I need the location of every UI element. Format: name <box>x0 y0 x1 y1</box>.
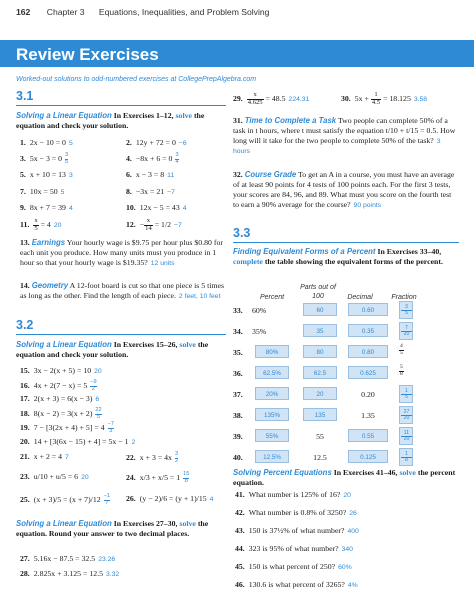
exercise: 42. What number is 0.8% of 3250? 26 <box>235 508 357 517</box>
topic-rest: the equation and check your solution. <box>16 111 205 130</box>
decimal-value: 0.625 <box>348 366 388 379</box>
answer: 6 <box>95 396 100 403</box>
exercise: 18. 8(x − 2) = 3(x + 2) $\frac{22}{5}$ <box>20 407 102 420</box>
exercise: 20. 14 + [3(6x − 15) + 4] = 5x − 1 2 <box>20 437 136 446</box>
fraction-value: 1 5 <box>399 385 413 403</box>
answer: 4% <box>347 582 358 589</box>
answer: 3.32 <box>105 571 120 578</box>
exercise: 28. 2.825x + 3.125 = 12.5 3.32 <box>20 569 120 578</box>
exercise: 8. −3x = 21 −7 <box>126 187 175 196</box>
table-row <box>233 342 458 362</box>
answer: 5 <box>60 189 65 196</box>
decimal-value: 0.35 <box>348 324 388 337</box>
answer: $\frac{-9}{2}$ <box>90 379 97 392</box>
exercise: 19. 7 − [3(2x + 4) + 5] = 4 $\frac{-7}{3}$ <box>20 421 114 434</box>
table-row <box>233 426 458 446</box>
percent-value: 12.5% <box>255 450 289 463</box>
answer: 7 <box>65 454 69 461</box>
parts-value: 60 <box>303 303 337 316</box>
exercise: 3. 5x − 3 = 0 $\frac{3}{5}$ <box>20 152 69 165</box>
answer: 26 <box>349 510 357 517</box>
answer: 20 <box>53 221 62 229</box>
exercise: 5. x + 10 = 13 3 <box>20 170 73 179</box>
parts-value: 62.5 <box>303 366 337 379</box>
word-problem: 31. Time to Complete a Task Two people can complete 50% of a task in t hours, where t must satisfy the equation t/10 + t/15 = 0.5. How long will it take for the two people to complete 50% of the task? 3 hours <box>233 116 456 156</box>
answer: −6 <box>178 140 187 147</box>
topic-verb: solve <box>175 111 192 120</box>
chapter-title: Equations, Inequalities, and Problem Solving <box>98 7 270 17</box>
row-number: 33. <box>233 306 243 315</box>
exercise: 24. x/3 + x/5 = 1 $\frac{15}{8}$ <box>126 471 190 484</box>
answer: $\frac{3}{5}$ <box>65 152 69 165</box>
exercise: 4. −8x + 6 = 0 $\frac{3}{4}$ <box>126 152 179 165</box>
answer: $\frac{-7}{3}$ <box>107 421 114 434</box>
parts-value: 135 <box>303 408 337 421</box>
section-3-1: 3.1 <box>16 89 226 106</box>
decimal-value: 1.35 <box>361 411 375 420</box>
answer: 60% <box>338 564 352 571</box>
percent-value: 135% <box>255 408 289 421</box>
row-number: 38. <box>233 411 243 420</box>
answer: $\frac{3}{2}$ <box>174 451 179 464</box>
exercise: 9. 8x + 7 = 39 4 <box>20 203 73 212</box>
solutions-note: Worked-out solutions to odd-numbered exercises at CollegePrepAlgebra.com <box>16 76 257 83</box>
table-row <box>233 447 458 467</box>
answer: 5 <box>68 140 73 147</box>
exercise: 15. 3x − 2(x + 5) = 10 20 <box>20 366 102 375</box>
section-3-3: 3.3 <box>233 226 459 243</box>
percent-value: 20% <box>255 387 289 400</box>
fraction-value: $\frac{4}{5}$ <box>400 343 403 356</box>
decimal-value: 0.125 <box>348 450 388 463</box>
answer: 4 <box>68 205 73 212</box>
word-problem: 14. Geometry A 12-foot board is cut so that one piece is 5 times as long as the other. Find the length of each piece. 2 feet, 10 feet <box>20 281 225 300</box>
decimal-value: 0.60 <box>348 303 388 316</box>
answer: −7 <box>167 189 175 196</box>
percent-value: 60% <box>252 306 267 315</box>
answer: 340 <box>341 546 353 553</box>
col-fraction: Fraction <box>391 294 417 301</box>
row-number: 40. <box>233 453 243 462</box>
exercise: 10. 12x − 5 = 43 4 <box>126 203 187 212</box>
topic-3-3-percent-eq: Solving Percent Equations In Exercises 41–46, solve the percent equation. <box>233 468 456 487</box>
answer: 20 <box>94 368 102 375</box>
fraction-value: 3 5 <box>399 301 413 319</box>
exercise: 23. u/10 + u/5 = 6 20 <box>20 472 89 481</box>
exercise: 43. 150 is 37½% of what number? 400 <box>235 526 359 535</box>
answer: 90 points <box>353 201 382 209</box>
row-number: 36. <box>233 369 243 378</box>
decimal-value: 0.55 <box>348 429 388 442</box>
parts-value: 55 <box>316 432 324 441</box>
answer: 3 hours <box>233 137 441 156</box>
col-percent: Percent <box>259 294 285 301</box>
exercise: 17. 2(x + 3) = 6(x − 3) 6 <box>20 394 100 403</box>
answer: $\frac{15}{8}$ <box>183 471 190 484</box>
fraction-value: 27 20 <box>399 406 413 424</box>
exercise: 2. 12y + 72 = 0 −6 <box>126 138 187 147</box>
fraction-value: 11 20 <box>399 427 413 445</box>
exercise: 16. 4x + 2(7 − x) = 5 $\frac{-9}{2}$ <box>20 379 97 392</box>
word-problem: 13. Earnings Your hourly wage is $9.75 per hour plus $0.80 for each unit you produce. How many units must you produce in 1 hour so that your hourly wage is $19.35? 12 units <box>20 238 223 267</box>
row-number: 39. <box>233 432 243 441</box>
exercise: 46. 130.6 is what percent of 3265? 4% <box>235 580 358 589</box>
fraction-value: 7 20 <box>399 322 413 340</box>
answer: 3 <box>68 172 73 179</box>
exercise: 7. 10x = 50 5 <box>20 187 65 196</box>
percent-value: 35% <box>252 327 267 336</box>
answer: 2 <box>131 439 136 446</box>
table-row <box>233 384 458 404</box>
fraction-value: $\frac{5}{8}$ <box>400 364 403 377</box>
exercise: 41. What number is 125% of 16? 20 <box>235 490 351 499</box>
decimal-value: 0.80 <box>348 345 388 358</box>
answer: $\frac{3}{4}$ <box>175 152 179 165</box>
page-number: 162 <box>16 7 31 17</box>
exercise: 25. (x + 3)/5 = (x + 7)/12 $\frac{-1}{7}$ <box>20 493 111 506</box>
exercise: 45. 150 is what percent of 250? 60% <box>235 562 352 571</box>
table-row <box>233 405 458 425</box>
exercise: 21. x + 2 = 4 7 <box>20 452 69 461</box>
exercise: 30. 5x + $\frac{1}{4.5}$ = 18.125 3.58 <box>341 91 428 106</box>
review-banner <box>0 40 474 67</box>
col-parts: Parts out of 100 <box>300 284 336 300</box>
row-number: 34. <box>233 327 243 336</box>
exercise: 44. 323 is 95% of what number? 340 <box>235 544 353 553</box>
answer: 224.31 <box>288 95 310 103</box>
table-row <box>233 363 458 383</box>
table-row <box>233 300 458 320</box>
answer: 12 units <box>150 259 175 267</box>
answer: 20 <box>81 474 89 481</box>
row-number: 37. <box>233 390 243 399</box>
exercise: 27. 5.16x − 87.5 = 32.5 23.26 <box>20 554 116 563</box>
answer: 20 <box>343 492 351 499</box>
percent-value: 62.5% <box>255 366 289 379</box>
chapter-label: Chapter 3 <box>46 7 85 17</box>
answer: 11 <box>167 172 175 179</box>
parts-value: 80 <box>303 345 337 358</box>
topic-3-2: Solving a Linear Equation In Exercises 15–26, solve the equation and check your solution. <box>16 340 209 359</box>
percent-value: 80% <box>255 345 289 358</box>
topic-title: Solving a Linear Equation <box>16 111 112 120</box>
topic-3-2-rounding: Solving a Linear Equation In Exercises 27–30, solve the equation. Round your answer to two decimal places. <box>16 519 209 538</box>
topic-range: In Exercises 1–12, <box>113 111 174 120</box>
answer: −7 <box>174 221 182 229</box>
running-header <box>16 7 269 18</box>
answer: 400 <box>347 528 359 535</box>
col-decimal: Decimal <box>347 294 373 301</box>
answer: 2 feet, 10 feet <box>178 292 221 300</box>
row-number: 35. <box>233 348 243 357</box>
percent-value: 55% <box>255 429 289 442</box>
exercise: 22. x + 3 = 4x $\frac{3}{2}$ <box>126 451 179 464</box>
parts-value: 35 <box>303 324 337 337</box>
exercise: 1. 2x − 10 = 0 5 <box>20 138 73 147</box>
exercise: 11. $\frac{x}{5}$ = 4 20 <box>20 217 62 232</box>
exercise: 12. − $\frac{x}{14}$ = 1/2 −7 <box>126 217 182 232</box>
decimal-value: 0.20 <box>361 390 375 399</box>
answer: 23.26 <box>98 556 116 563</box>
answer: $\frac{-1}{7}$ <box>103 493 111 506</box>
word-problem: 32. Course Grade To get an A in a course, you must have an average of at least 90 points for 4 tests of 100 points each. For the first 3 tests, your scores are 84, 96, and 89. What must you score on the fourth test to earn a 90% average for the course? 90 points <box>233 170 455 209</box>
parts-value: 12.5 <box>313 453 327 462</box>
answer: 4 <box>209 496 214 503</box>
answer: 4 <box>182 205 187 212</box>
parts-value: 20 <box>303 387 337 400</box>
table-row <box>233 321 458 341</box>
topic-3-3: Finding Equivalent Forms of a Percent In Exercises 33–40, complete the table showing the equivalent forms of the percent. <box>233 247 443 266</box>
section-3-2: 3.2 <box>16 318 226 335</box>
exercise: 6. x − 3 = 8 11 <box>126 170 175 179</box>
banner-title: Review Exercises <box>16 45 159 64</box>
answer: $\frac{22}{5}$ <box>95 407 102 420</box>
fraction-value: 1 8 <box>399 448 413 466</box>
exercise: 26. (y − 2)/6 = (y + 1)/15 4 <box>126 494 214 503</box>
answer: 3.58 <box>413 95 428 103</box>
topic-3-1 <box>16 111 228 130</box>
exercise: 29. $\frac{x}{4.625}$ = 48.5 224.31 <box>233 91 310 106</box>
